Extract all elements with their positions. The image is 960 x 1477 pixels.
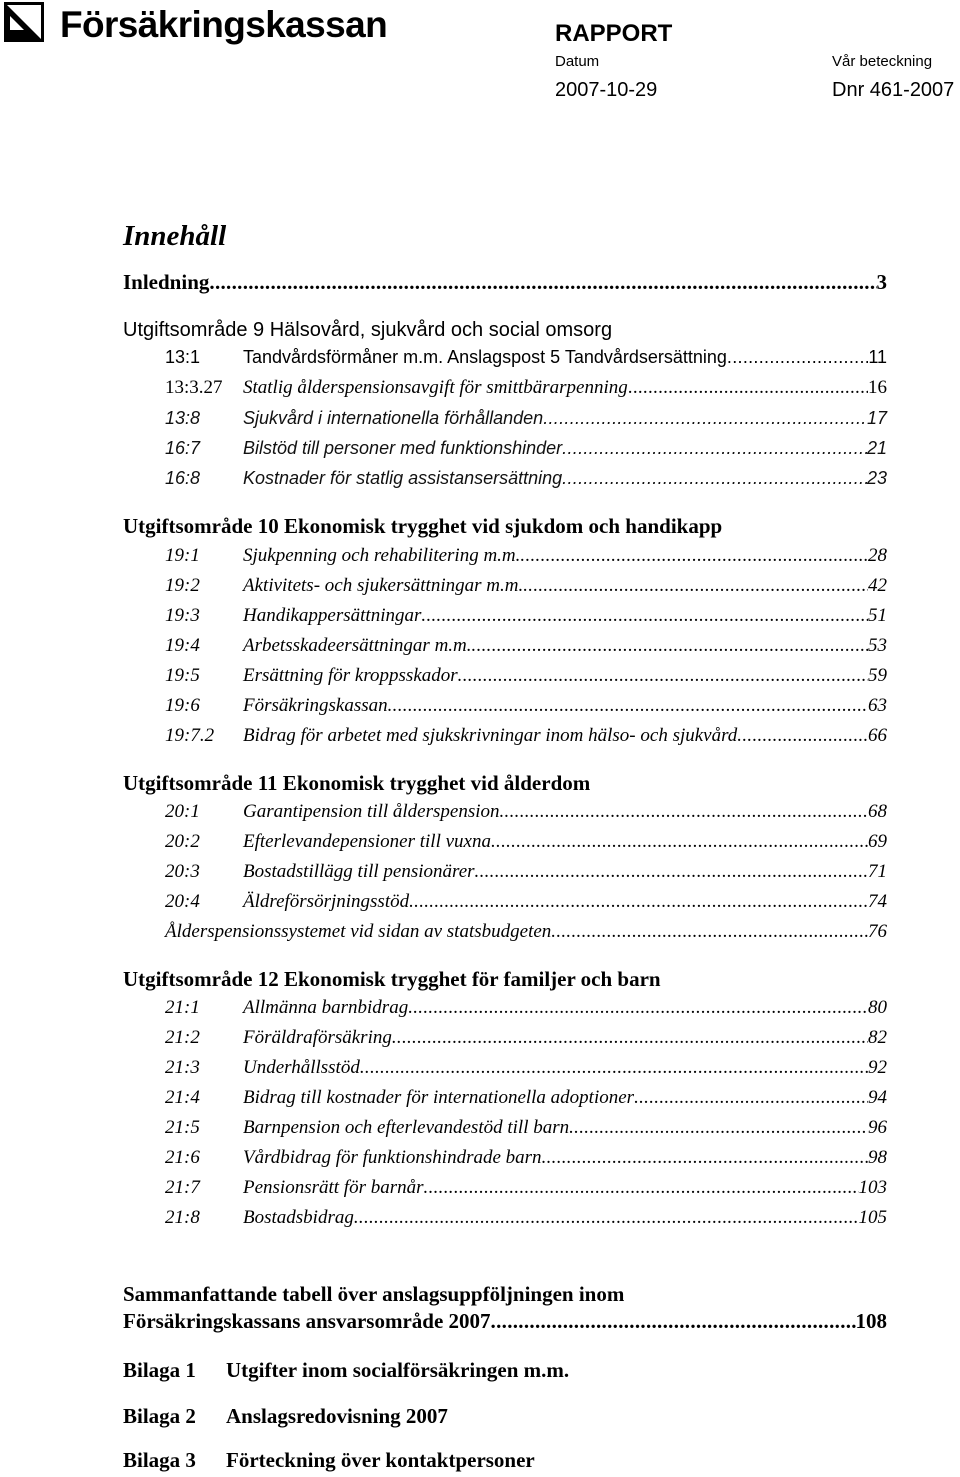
toc-entry-number: 19:2 xyxy=(165,575,200,596)
toc-entry-number: 20:2 xyxy=(165,831,200,852)
section-heading-uo11: Utgiftsområde 11 Ekonomisk trygghet vid ålderdom xyxy=(123,771,591,795)
toc-entry-number: 20:1 xyxy=(165,801,200,822)
toc-entry-label: Handikappersättningar xyxy=(243,605,422,626)
toc-entry-page: 53 xyxy=(868,635,887,656)
toc-entry-page: 28 xyxy=(868,545,887,566)
toc-leader-dots xyxy=(424,1177,859,1199)
toc-entry-page: 76 xyxy=(868,921,887,942)
toc-entry-page: 96 xyxy=(868,1117,887,1138)
toc-entry-number: 16:7 xyxy=(165,438,201,458)
annex-number: Bilaga 3 xyxy=(123,1448,196,1472)
toc-entry-label: Kostnader för statlig assistansersättning xyxy=(243,468,563,488)
toc-entry-label: Äldreförsörjningsstöd xyxy=(243,891,410,912)
report-label: RAPPORT xyxy=(555,20,673,47)
toc-entry-page: 98 xyxy=(868,1147,887,1168)
annex-item[interactable] xyxy=(123,1356,569,1384)
toc-entry[interactable] xyxy=(165,1147,887,1169)
section-heading-uo9: Utgiftsområde 9 Hälsovård, sjukvård och social omsorg xyxy=(123,319,613,341)
annex-label: Utgifter inom socialförsäkringen m.m. xyxy=(226,1358,570,1382)
toc-leader-dots xyxy=(408,997,868,1019)
toc-entry[interactable] xyxy=(165,635,887,657)
toc-entry-number: 21:3 xyxy=(165,1057,200,1078)
toc-entry[interactable] xyxy=(165,861,887,883)
toc-entry-label: Försäkringskassan xyxy=(243,695,388,716)
toc-leader-dots xyxy=(737,725,868,747)
toc-entry-label: Barnpension och efterlevandestöd till barn xyxy=(243,1117,570,1138)
toc-entry[interactable] xyxy=(165,1057,887,1079)
toc-entry-page: 11 xyxy=(868,347,887,367)
toc-entry[interactable] xyxy=(165,347,887,368)
toc-entry[interactable] xyxy=(165,695,887,717)
toc-entry-number: 20:3 xyxy=(165,861,200,882)
annex-label: Förteckning över kontaktpersoner xyxy=(226,1448,535,1472)
date-label: Datum xyxy=(555,53,600,70)
toc-entry-number: 21:4 xyxy=(165,1087,200,1108)
toc-entry[interactable] xyxy=(165,725,887,747)
toc-entry[interactable] xyxy=(165,408,887,429)
toc-entry-number: 20:4 xyxy=(165,891,200,912)
toc-entry-page: 108 xyxy=(855,1309,887,1333)
toc-leader-dots xyxy=(472,635,868,657)
toc-entry-label: Bilstöd till personer med funktionshinder xyxy=(243,438,563,458)
annex-item[interactable] xyxy=(123,1402,448,1430)
reference-label: Vår beteckning xyxy=(832,53,933,70)
toc-entry[interactable] xyxy=(165,575,887,597)
toc-entry-label: Föräldraförsäkring xyxy=(243,1027,392,1048)
toc-entry-number: 21:7 xyxy=(165,1177,200,1198)
toc-entry-label: Underhållsstöd xyxy=(243,1057,360,1078)
toc-entry-page: 94 xyxy=(868,1087,887,1108)
toc-entry[interactable] xyxy=(165,1117,887,1139)
toc-entry-number: 16:8 xyxy=(165,468,201,488)
toc-entry-number: 19:1 xyxy=(165,545,200,566)
toc-entry[interactable] xyxy=(165,665,887,687)
toc-entry[interactable] xyxy=(165,891,887,913)
toc-entry-page: 42 xyxy=(868,575,887,596)
toc-entry-label: Bidrag för arbetet med sjukskrivningar inom hälso- och sjukvård xyxy=(243,725,738,746)
toc-entry-page: 92 xyxy=(868,1057,887,1078)
toc-leader-dots xyxy=(628,377,868,399)
toc-entry-page: 103 xyxy=(858,1177,887,1198)
toc-entry-page: 21 xyxy=(866,438,887,458)
summary-line-2: Försäkringskassans ansvarsområde 2007 xyxy=(123,1309,491,1333)
toc-leader-dots xyxy=(542,1147,868,1169)
toc-leader-dots xyxy=(388,695,868,717)
section-heading-uo10: Utgiftsområde 10 Ekonomisk trygghet vid sjukdom och handikapp xyxy=(123,514,723,538)
toc-leader-dots xyxy=(458,665,868,687)
toc-entry-number: 21:6 xyxy=(165,1147,200,1168)
toc-entry-page: 69 xyxy=(868,831,887,852)
brand-name: Försäkringskassan xyxy=(60,4,388,45)
toc-entry-page: 74 xyxy=(868,891,887,912)
toc-leader-dots xyxy=(360,1057,868,1079)
toc-entry-label: Garantipension till ålderspension xyxy=(243,801,500,822)
toc-leader-dots xyxy=(543,408,867,429)
date-value: 2007-10-29 xyxy=(555,79,658,101)
toc-entry-number: 21:8 xyxy=(165,1207,200,1228)
toc-entry-page: 59 xyxy=(868,665,887,686)
toc-entry-number: 13:1 xyxy=(165,347,201,367)
toc-entry[interactable] xyxy=(165,377,887,399)
toc-entry-page: 80 xyxy=(868,997,887,1018)
toc-entry-page: 51 xyxy=(868,605,887,626)
toc-entry[interactable] xyxy=(165,1087,887,1109)
toc-entry-summary[interactable] xyxy=(123,1309,887,1334)
toc-entry[interactable] xyxy=(165,468,887,489)
toc-entry-label: Statlig ålderspensionsavgift för smittbärarpenning xyxy=(243,377,628,398)
section-heading-uo12: Utgiftsområde 12 Ekonomisk trygghet för familjer och barn xyxy=(123,967,661,991)
toc-entry[interactable] xyxy=(165,997,887,1019)
toc-leader-dots xyxy=(520,545,868,567)
toc-leader-dots xyxy=(634,1087,868,1109)
toc-entry-number: 19:7.2 xyxy=(165,725,215,746)
toc-entry-page: 68 xyxy=(868,801,887,822)
toc-entry-inledning[interactable] xyxy=(123,270,887,295)
toc-entry-label: Ersättning för kroppsskador xyxy=(243,665,458,686)
toc-leader-dots xyxy=(523,575,868,597)
toc-entry[interactable] xyxy=(165,545,887,567)
toc-leader-dots xyxy=(500,801,869,823)
toc-entry-label: Allmänna barnbidrag xyxy=(243,997,409,1018)
toc-entry-label: Arbetsskadeersättningar m.m. xyxy=(243,635,472,656)
toc-entry[interactable] xyxy=(165,801,887,823)
toc-entry-label: Inledning xyxy=(123,270,210,294)
toc-leader-dots xyxy=(491,1309,856,1334)
toc-entry-page: 71 xyxy=(868,861,887,882)
toc-entry-label: Bostadsbidrag xyxy=(243,1207,354,1228)
forsakringskassan-logo-icon xyxy=(4,2,44,42)
toc-title: Innehåll xyxy=(123,220,227,252)
toc-entry-label: Aktivitets- och sjukersättningar m.m. xyxy=(243,575,524,596)
toc-entry[interactable] xyxy=(165,831,887,853)
toc-entry-number: 13:8 xyxy=(165,408,201,428)
annex-label: Anslagsredovisning 2007 xyxy=(226,1404,448,1428)
toc-entry[interactable] xyxy=(165,921,887,943)
annex-number: Bilaga 2 xyxy=(123,1404,196,1428)
toc-entry-number: 21:5 xyxy=(165,1117,200,1138)
toc-entry-label: Pensionsrätt för barnår xyxy=(243,1177,424,1198)
toc-leader-dots xyxy=(727,347,868,368)
toc-entry-number: 21:1 xyxy=(165,997,200,1018)
annex-number: Bilaga 1 xyxy=(123,1358,196,1382)
toc-entry-page: 3 xyxy=(876,270,887,294)
toc-leader-dots xyxy=(562,438,867,459)
toc-entry-label: Sjukpenning och rehabilitering m.m. xyxy=(243,545,521,566)
toc-leader-dots xyxy=(475,861,868,883)
toc-entry-page: 17 xyxy=(866,408,887,428)
toc-leader-dots xyxy=(491,831,868,853)
toc-entry-number: 19:3 xyxy=(165,605,200,626)
toc-entry-page: 82 xyxy=(868,1027,887,1048)
toc-entry-label: Efterlevandepensioner till vuxna xyxy=(243,831,491,852)
toc-leader-dots xyxy=(569,1117,868,1139)
toc-entry-label: Bidrag till kostnader för internationella adoptioner xyxy=(243,1087,635,1108)
toc-entry-number: 19:5 xyxy=(165,665,200,686)
toc-leader-dots xyxy=(409,891,868,913)
toc-entry-number: 19:6 xyxy=(165,695,200,716)
toc-entry-number: 19:4 xyxy=(165,635,200,656)
annex-item[interactable] xyxy=(123,1446,535,1474)
toc-leader-dots xyxy=(209,270,876,295)
toc-entry-label: Vårdbidrag för funktionshindrade barn xyxy=(243,1147,542,1168)
toc-entry-number: 13:3.27 xyxy=(165,377,223,398)
toc-entry-label: Tandvårdsförmåner m.m. Anslagspost 5 Tandvårdsersättning xyxy=(243,347,727,367)
toc-leader-dots xyxy=(562,468,867,489)
toc-entry[interactable] xyxy=(165,1207,887,1229)
toc-entry-page: 63 xyxy=(868,695,887,716)
toc-leader-dots xyxy=(392,1027,868,1049)
toc-entry-label: Sjukvård i internationella förhållanden xyxy=(243,408,544,428)
toc-entry-number: 21:2 xyxy=(165,1027,200,1048)
toc-leader-dots xyxy=(551,921,868,943)
toc-entry-page: 23 xyxy=(866,468,887,488)
toc-entry-page: 105 xyxy=(858,1207,887,1228)
summary-line-1: Sammanfattande tabell över anslagsuppföljningen inom xyxy=(123,1282,625,1306)
toc-entry[interactable] xyxy=(165,605,887,627)
toc-leader-dots xyxy=(421,605,868,627)
toc-entry-label: Ålderspensionssystemet vid sidan av statsbudgeten xyxy=(165,921,552,942)
toc-leader-dots xyxy=(354,1207,859,1229)
toc-entry[interactable] xyxy=(165,1177,887,1199)
toc-entry-page: 16 xyxy=(868,377,887,398)
toc-entry[interactable] xyxy=(165,438,887,459)
toc-entry-page: 66 xyxy=(868,725,887,746)
toc-entry[interactable] xyxy=(165,1027,887,1049)
toc-entry-label: Bostadstillägg till pensionärer xyxy=(243,861,475,882)
reference-value: Dnr 461-2007 xyxy=(832,79,955,101)
